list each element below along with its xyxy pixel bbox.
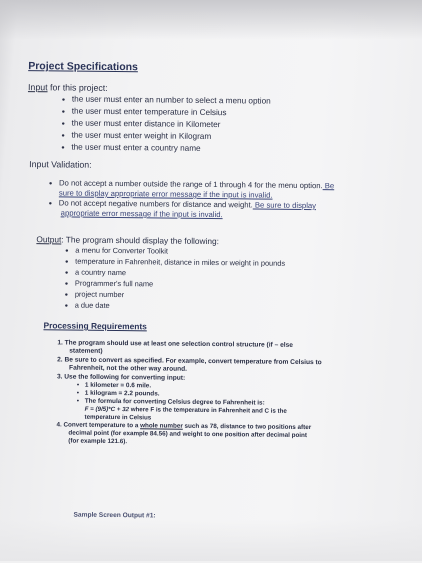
processing-req-4-cont: decimal point (for example 84.56) and weight to one position after decimal point <box>68 429 308 440</box>
formula-rest: where F is the temperature in Fahrenheit and C is the <box>128 406 287 415</box>
validation-item-1-text: Do not accept a number outside the range of 1 through 4 for the menu option. <box>58 178 323 191</box>
sample-output-heading: Sample Screen Output #1: <box>73 511 156 520</box>
validation-item-2-text: Do not accept negative numbers for distance and weight. <box>58 198 253 210</box>
output-item: • a menu for Converter Toolkit <box>75 246 168 256</box>
formula-line-2: temperature in Celsius <box>84 413 152 422</box>
conversion-item: • 1 kilometer = 0.6 mile. <box>85 382 151 390</box>
req-4-emph: whole number <box>140 422 183 430</box>
processing-heading: Processing Requirements <box>43 320 147 332</box>
input-item: • the user must enter a country name <box>71 143 200 153</box>
output-item: • Programmer's full name <box>75 279 153 289</box>
processing-req-4-cont-2: (for example 121.6). <box>68 437 128 446</box>
conversion-item: • The formula for converting Celsius degree to Fahrenheit is: <box>85 398 265 407</box>
validation-item-1-line2: sure to display appropriate error message if the input is invalid. <box>58 188 273 200</box>
validation-item-1-emph: Be <box>322 181 335 191</box>
req-4-part-a: 4. Convert temperature to a <box>56 421 141 430</box>
validation-heading: Input Validation: <box>29 159 92 170</box>
input-item: • the user must enter distance in Kilometer <box>72 119 221 130</box>
processing-req-3: 3. Use the following for converting input: <box>56 373 186 382</box>
processing-req-1: 1. The program should use at least one selection control structure (if – else <box>57 339 293 349</box>
input-label: Input <box>27 82 48 93</box>
input-item: • the user must enter an number to select a menu option <box>72 95 271 106</box>
input-item: • the user must enter weight in Kilogram <box>71 131 211 141</box>
input-heading <box>28 82 108 93</box>
processing-req-2-cont: Fahrenheit, not the other way around. <box>69 364 188 373</box>
output-item: • temperature in Fahrenheit, distance in miles or weight in pounds <box>75 257 285 268</box>
validation-item-2-emph: Be sure to display <box>252 200 317 211</box>
input-item: • the user must enter temperature in Celsius <box>72 107 227 118</box>
output-heading <box>36 234 219 246</box>
conversion-item: • 1 kilogram = 2.2 pounds. <box>85 390 160 398</box>
processing-req-1-cont: statement) <box>69 347 103 355</box>
output-item: • project number <box>75 290 124 300</box>
output-item: • a due date <box>75 301 110 310</box>
formula: F = (9/5)*C + 32 <box>84 405 130 414</box>
output-label-rest: : The program should display the following: <box>61 234 219 247</box>
output-item: • a country name <box>75 268 126 278</box>
req-4-part-b: such as 78, distance to two positions after <box>182 422 312 432</box>
page-title: Project Specifications <box>28 60 138 74</box>
input-label-rest: for this project: <box>47 82 108 93</box>
validation-item-2-line2: appropriate error message if the input is invalid. <box>60 208 223 220</box>
output-label: Output <box>36 234 62 245</box>
processing-req-2: 2. Be sure to convert as specified. For example, convert temperature from Celsius to <box>57 356 322 367</box>
